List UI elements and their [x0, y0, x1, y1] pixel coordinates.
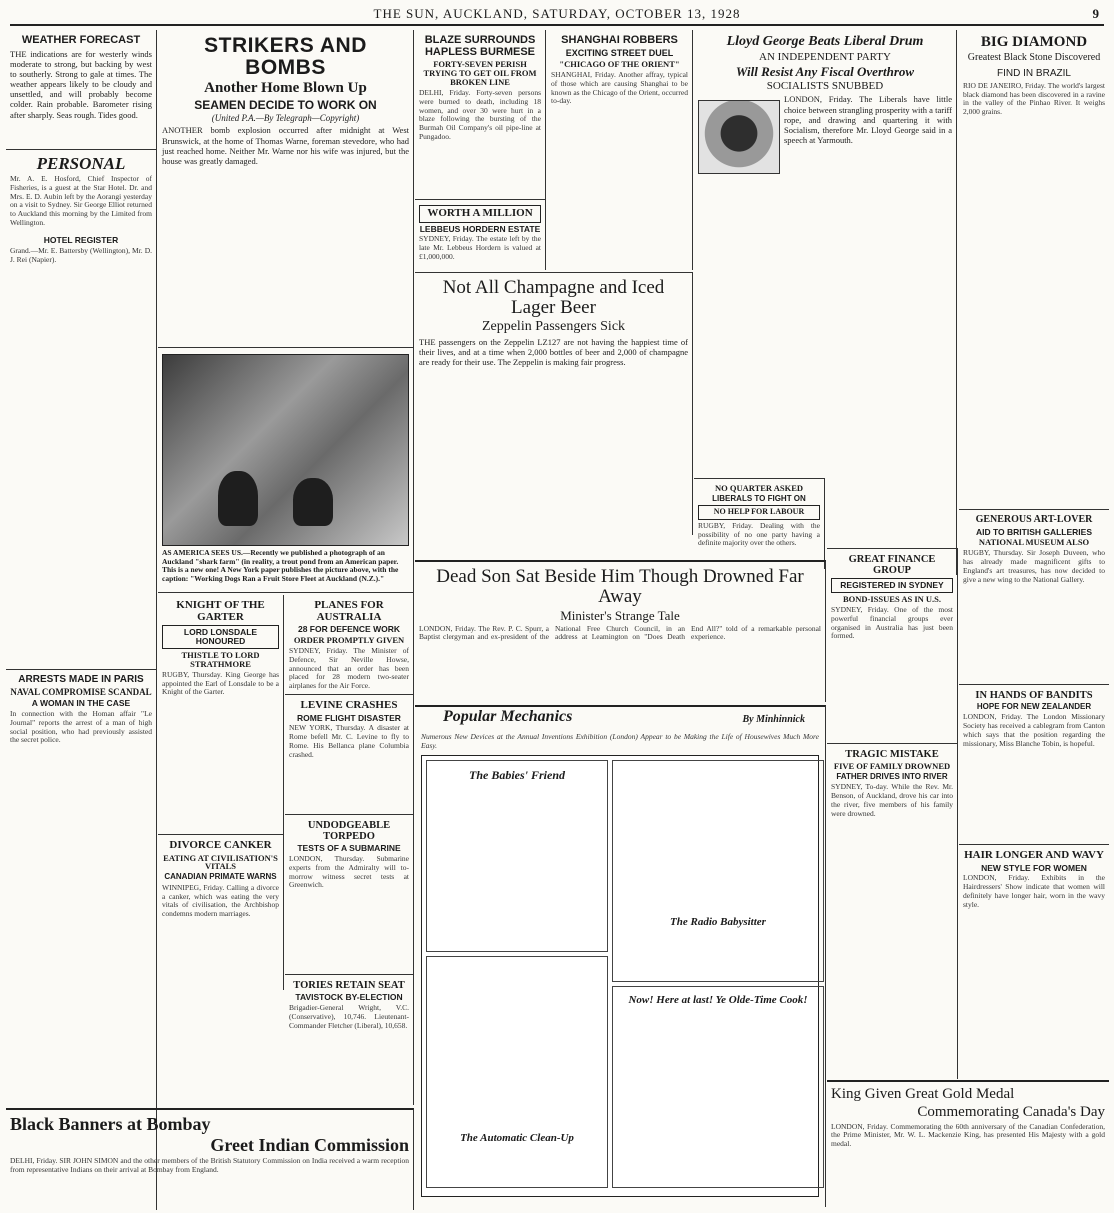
diamond-text: RIO DE JANEIRO, Friday. The world's largest black diamond has been discovered in a ravine in the valley of the Pinhao River. It weighs 2,000 grains.	[963, 80, 1105, 117]
arrests-headline: ARRESTS MADE IN PARIS	[18, 674, 144, 685]
cartoon-panel-label: The Radio Babysitter	[670, 915, 766, 928]
blaze-article	[415, 30, 545, 200]
cartoon-block	[415, 705, 826, 1207]
blackbanners-text: DELHI, Friday. SIR JOHN SIMON and the other members of the British Statutory Commission on India received a warm reception from representative Indians on their arrival at Bombay from England.	[10, 1155, 409, 1174]
arrests-subhead: NAVAL COMPROMISE SCANDAL	[10, 686, 152, 697]
blaze-column	[415, 30, 546, 270]
divorce-headline: DIVORCE CANKER	[169, 839, 272, 851]
personal-article	[6, 150, 156, 670]
finance-text: SYDNEY, Friday. One of the most powerful financial groups ever organised in Australia has just been formed.	[831, 604, 953, 641]
noquarter-article	[694, 478, 825, 569]
garter-headline: KNIGHT OF THE GARTER	[176, 599, 265, 623]
artlover-subhead: AID TO BRITISH GALLERIES	[975, 526, 1093, 537]
arrests-subhead-2: A WOMAN IN THE CASE	[31, 697, 131, 708]
hair-headline: HAIR LONGER AND WAVY	[964, 849, 1104, 861]
million-text: SYDNEY, Friday. The estate left by the late Mr. Lebbeus Hordern is valued at £1,000,000.	[419, 234, 541, 262]
cartoon-panel-label: The Babies' Friend	[468, 767, 565, 782]
garter-article	[158, 595, 283, 835]
artlover-article	[959, 510, 1109, 685]
levine-subhead: ROME FLIGHT DISASTER	[297, 712, 401, 723]
planes-headline: PLANES FOR AUSTRALIA	[314, 599, 384, 623]
hotel-headline: HOTEL REGISTER	[43, 234, 119, 245]
planes-article	[285, 595, 413, 695]
tories-headline: TORIES RETAIN SEAT	[293, 980, 405, 991]
finance-headline: GREAT FINANCE GROUP	[848, 554, 936, 577]
noquarter-text: RUGBY, Friday. Dealing with the possibility of no one party having a definite majority over the others.	[698, 520, 820, 548]
finance-subhead: REGISTERED IN SYDNEY	[831, 578, 953, 593]
diamond-subhead: Greatest Black Stone Discovered	[967, 51, 1101, 63]
shanghai-column	[547, 30, 693, 270]
dog-figure	[293, 478, 333, 526]
garter-subhead-2: THISTLE TO LORD STRATHMORE	[181, 649, 260, 669]
champagne-headline: Not All Champagne and Iced Lager Beer	[442, 277, 665, 318]
blackbanners-subhead: Greet Indian Commission	[210, 1134, 409, 1155]
divorce-article	[158, 835, 283, 990]
gold-headline: King Given Great Gold Medal	[831, 1086, 1015, 1102]
levine-text: NEW YORK, Thursday. A disaster at Rome befell Mr. C. Levine to fly to Rome. His Bellanca plane Columbia crashed.	[289, 723, 409, 759]
cartoon-panel	[426, 760, 608, 952]
diamond-headline: BIG DIAMOND	[980, 34, 1088, 50]
planes-column	[285, 595, 414, 1105]
finance-column	[827, 548, 958, 1079]
artlover-subhead-2: NATIONAL MUSEUM ALSO	[978, 537, 1090, 548]
cartoon-panel	[426, 956, 608, 1188]
photo-caption: AS AMERICA SEES US.—Recently we published a photograph of an Auckland "shark farm" (in reality, a trout pond from an American paper. This is a new one! A New York paper publishes the picture above, with the caption: "Working Dogs Ran a Fruit Store Fleet at Auckland (N.Z.)."	[162, 548, 399, 583]
cartoon-panel-label: The Automatic Clean-Up	[460, 1131, 574, 1144]
lloyd-subhead: AN INDEPENDENT PARTY	[759, 50, 891, 63]
shanghai-text: SHANGHAI, Friday. Another affray, typical of those which are causing Shanghai to be known as the Chicago of the Orient, occurred to-day.	[551, 69, 688, 106]
shanghai-subhead: EXCITING STREET DUEL	[565, 47, 674, 58]
gold-subhead: Commemorating Canada's Day	[917, 1103, 1105, 1120]
bandits-article	[959, 685, 1109, 845]
champagne-text: THE passengers on the Zeppelin LZ127 are not having the happiest time of their lives, and at a time when 2,000 bottles of beer and 2,000 of champagne are ready for their use. The Zeppelin is making fair progress.	[419, 336, 688, 367]
weather-article	[6, 30, 156, 150]
blaze-subhead: FORTY-SEVEN PERISH TRYING TO GET OIL FROM BROKEN LINE	[423, 59, 537, 87]
gold-article	[827, 1080, 1109, 1210]
divorce-subhead: EATING AT CIVILISATION'S VITALS	[163, 852, 278, 872]
noquarter-headline: NO QUARTER ASKED	[714, 483, 804, 493]
tories-subhead: TAVISTOCK BY-ELECTION	[295, 992, 403, 1003]
shanghai-subhead-2: "CHICAGO OF THE ORIENT"	[559, 58, 680, 69]
page-number: 9	[1092, 6, 1100, 21]
shanghai-article	[547, 30, 692, 270]
torpedo-headline: UNDODGEABLE TORPEDO	[307, 820, 391, 843]
diamond-subhead-2: FIND IN BRAZIL	[997, 68, 1071, 80]
cartoon-byline: By Minhinnick	[742, 714, 805, 725]
champagne-subhead: Zeppelin Passengers Sick	[481, 318, 626, 334]
cartoon-caption: Numerous New Devices at the Annual Inventions Exhibition (London) Appear to be Making the Life of Housewives Much More Easy.	[421, 732, 819, 750]
deadson-subhead: Minister's Strange Tale	[560, 607, 680, 623]
masthead-title: THE SUN, AUCKLAND, SATURDAY, OCTOBER 13, 1928	[373, 6, 741, 21]
blaze-headline: BLAZE SURROUNDS HAPLESS BURMESE	[424, 34, 536, 58]
blaze-text: DELHI, Friday. Forty-seven persons were burned to death, including 18 women, and over 30 were hurt in a blaze following the bursting of the Burmah Oil Company's oil pipe-line at Pungadoo.	[419, 87, 541, 142]
artlover-text: RUGBY, Thursday. Sir Joseph Duveen, who has already made magnificent gifts to England's art treasures, has now decided to give a new wing to the National Gallery.	[963, 548, 1105, 584]
strikers-block	[158, 30, 414, 595]
noquarter-subhead-2: NO HELP FOR LABOUR	[698, 505, 820, 519]
tories-article	[285, 975, 413, 1105]
gold-text: LONDON, Friday. Commemorating the 60th anniversary of the Canadian Confederation, the Prime Minister, Mr. W. L. Mackenzie King, has presented His Majesty with a gold medal.	[831, 1121, 1105, 1149]
million-article	[415, 200, 545, 270]
portrait-photo	[698, 100, 780, 174]
personal-headline: PERSONAL	[36, 154, 126, 173]
deadson-article	[415, 560, 826, 702]
torpedo-article	[285, 815, 413, 975]
hair-text: LONDON, Friday. Exhibits in the Hairdressers' Show indicate that women will definitely have longer hair, worn in the wavy style.	[963, 873, 1105, 909]
lloyd-subhead-2: Will Resist Any Fiscal Overthrow	[735, 64, 915, 80]
tragic-subhead-2: FATHER DRIVES INTO RIVER	[836, 771, 948, 781]
planes-subhead: 28 FOR DEFENCE WORK	[297, 624, 400, 635]
cartoon-title: Popular Mechanics	[443, 708, 573, 725]
hair-subhead: NEW STYLE FOR WOMEN	[981, 862, 1087, 873]
strikers-subhead: Another Home Blown Up	[204, 80, 367, 97]
artlover-headline: GENEROUS ART-LOVER	[975, 514, 1093, 525]
shanghai-headline: SHANGHAI ROBBERS	[561, 34, 678, 46]
diamond-article	[959, 30, 1109, 510]
hair-article	[959, 845, 1109, 1025]
divorce-subhead-2: CANADIAN PRIMATE WARNS	[164, 872, 277, 882]
strikers-article	[158, 30, 413, 348]
bandits-subhead: HOPE FOR NEW ZEALANDER	[976, 702, 1092, 712]
torpedo-subhead: TESTS OF A SUBMARINE	[297, 843, 401, 854]
tragic-text: SYDNEY, To-day. While the Rev. Mr. Benson, of Auckland, drove his car into the river, five members of his family were drowned.	[831, 782, 953, 818]
masthead	[10, 4, 1104, 26]
column-1	[6, 30, 157, 1210]
photo-article	[158, 348, 413, 593]
planes-subhead-2: ORDER PROMPTLY GIVEN	[293, 635, 405, 646]
divorce-text: WINNIPEG, Friday. Calling a divorce a canker, which was eating the very vitals of civilisation, the Archbishop condemns modern marriages.	[162, 882, 279, 919]
blackbanners-article	[6, 1108, 414, 1210]
cartoon-panel-label: Now! Here at last! Ye Olde-Time Cook!	[628, 993, 808, 1006]
torpedo-text: LONDON, Thursday. Submarine experts from the Admiralty will to-morrow witness secret tests at Greenwich.	[289, 853, 409, 890]
tragic-headline: TRAGIC MISTAKE	[845, 749, 939, 760]
deadson-headline: Dead Son Sat Beside Him Though Drowned Far Away	[436, 566, 804, 607]
tragic-article	[827, 744, 957, 1079]
strikers-text: ANOTHER bomb explosion occurred after midnight at West Brunswick, at the home of Thomas Warne, foreman stevedore, who had just reached home. Neither Mr. Warne nor his wife was injured, but the house was greatly damaged.	[162, 125, 409, 166]
levine-article	[285, 695, 413, 815]
strikers-headline: STRIKERS AND BOMBS	[204, 34, 367, 80]
million-subhead: LEBBEUS HORDERN ESTATE	[419, 223, 541, 234]
arrests-text: In connection with the Homan affair "Le Journal" reports the arrest of a man of high social position, who had previously assisted the secret police.	[10, 708, 152, 745]
bandits-text: LONDON, Friday. The London Missionary Society has received a cablegram from Canton which says that the position regarding the missionary, Miss Blanche Tobin, is hopeful.	[963, 712, 1105, 748]
weather-headline: WEATHER FORECAST	[21, 34, 141, 46]
finance-subhead-2: BOND-ISSUES AS IN U.S.	[842, 593, 942, 604]
cartoon-drawing	[421, 755, 819, 1197]
weather-text: THE indications are for westerly winds moderate to strong, but backing by west to southerly. Strong to gale at times. The weather appears likely to be cloudy and unsettled, and will probably become colder. Rain probable. Barometer rising after sharply. Seas rough. Tides good.	[10, 48, 152, 120]
garter-text: RUGBY, Thursday. King George has appointed the Earl of Lonsdale to be a Knight of the Garter.	[162, 669, 279, 697]
tragic-subhead: FIVE OF FAMILY DROWNED	[833, 761, 951, 772]
dog-figure	[218, 471, 258, 526]
finance-article	[827, 549, 957, 744]
levine-headline: LEVINE CRASHES	[300, 699, 398, 711]
cartoon-panel	[612, 760, 824, 982]
champagne-article	[415, 272, 693, 535]
million-headline: WORTH A MILLION	[419, 205, 541, 223]
column-right	[959, 30, 1109, 1080]
noquarter-subhead: LIBERALS TO FIGHT ON	[712, 493, 806, 503]
blackbanners-headline: Black Banners at Bombay	[10, 1114, 211, 1134]
cartoon-panel	[612, 986, 824, 1188]
strikers-credit: (United P.A.—By Telegraph—Copyright)	[211, 113, 360, 124]
dogs-photo	[162, 354, 409, 546]
hotel-text: Grand.—Mr. E. Battersby (Wellington), Mr. D. J. Rei (Napier).	[10, 245, 152, 264]
strikers-subhead-2: SEAMEN DECIDE TO WORK ON	[194, 97, 377, 112]
garter-subhead: LORD LONSDALE HONOURED	[162, 625, 279, 649]
garter-column	[158, 595, 284, 990]
lloyd-text: LONDON, Friday. The Liberals have little choice between strangling prosperity with a tariff rope, and drawing and quartering it with Socialism, therefore Mr. Lloyd George said in a speech at Yarmouth.	[784, 94, 952, 146]
tories-text: Brigadier-General Wright, V.C. (Conservative), 10,746. Lieutenant-Commander Fletcher (Liberal), 10,658.	[289, 1002, 409, 1030]
personal-text: Mr. A. E. Hosford, Chief Inspector of Fisheries, is a guest at the Star Hotel. Dr. and Mrs. E. D. Aubin left by the Aorangi yesterday on a visit to Sydney. Sir George Elliot returned to Auckland this morning by the Limited from Wellington.	[10, 173, 152, 228]
lloyd-subhead-3: SOCIALISTS SNUBBED	[766, 79, 884, 92]
lloyd-headline: Lloyd George Beats Liberal Drum	[726, 34, 924, 49]
planes-text: SYDNEY, Friday. The Minister of Defence, Sir Neville Howse, announced that an order has been placed for 28 modern two-seater airplanes for the Air Force.	[289, 645, 409, 691]
bandits-headline: IN HANDS OF BANDITS	[975, 690, 1093, 701]
deadson-text: LONDON, Friday. The Rev. P. C. Spurr, a Baptist clergyman and ex-president of the National Free Church Council, in an address at Leamington on "Does Death End All?" told of a remarkable personal experience.	[419, 623, 821, 642]
